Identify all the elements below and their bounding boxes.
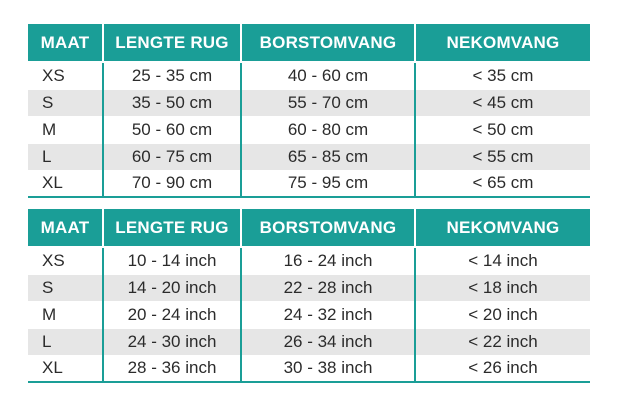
cell-back-length: 24 - 30 inch <box>103 328 241 355</box>
table-row <box>28 355 590 382</box>
cell-neck-girth: < 14 inch <box>415 247 590 274</box>
cell-neck-girth: < 20 inch <box>415 301 590 328</box>
table-row <box>28 170 590 197</box>
cell-chest-girth: 60 - 80 cm <box>241 116 415 143</box>
header-size: MAAT <box>28 24 103 62</box>
cell-back-length: 20 - 24 inch <box>103 301 241 328</box>
cell-size: XS <box>28 247 103 274</box>
header-chest-girth: BORSTOMVANG <box>241 24 415 62</box>
cell-chest-girth: 22 - 28 inch <box>241 274 415 301</box>
cell-neck-girth: < 18 inch <box>415 274 590 301</box>
cell-back-length: 35 - 50 cm <box>103 89 241 116</box>
cell-back-length: 60 - 75 cm <box>103 143 241 170</box>
cell-back-length: 28 - 36 inch <box>103 355 241 382</box>
table-row <box>28 274 590 301</box>
table-row <box>28 143 590 170</box>
cell-back-length: 70 - 90 cm <box>103 170 241 197</box>
cell-neck-girth: < 45 cm <box>415 89 590 116</box>
table-row <box>28 89 590 116</box>
cell-chest-girth: 65 - 85 cm <box>241 143 415 170</box>
header-row <box>28 209 590 247</box>
cell-neck-girth: < 35 cm <box>415 62 590 89</box>
cell-size: XS <box>28 62 103 89</box>
header-chest-girth: BORSTOMVANG <box>241 209 415 247</box>
cell-back-length: 50 - 60 cm <box>103 116 241 143</box>
cell-chest-girth: 24 - 32 inch <box>241 301 415 328</box>
cell-size: L <box>28 143 103 170</box>
header-size: MAAT <box>28 209 103 247</box>
cell-chest-girth: 40 - 60 cm <box>241 62 415 89</box>
cell-chest-girth: 55 - 70 cm <box>241 89 415 116</box>
cell-size: M <box>28 301 103 328</box>
header-neck-girth: NEKOMVANG <box>415 209 590 247</box>
cell-back-length: 14 - 20 inch <box>103 274 241 301</box>
size-table-inch <box>28 209 590 383</box>
cell-size: S <box>28 89 103 116</box>
cell-neck-girth: < 65 cm <box>415 170 590 197</box>
table-row <box>28 247 590 274</box>
cell-chest-girth: 30 - 38 inch <box>241 355 415 382</box>
cell-back-length: 25 - 35 cm <box>103 62 241 89</box>
cell-size: S <box>28 274 103 301</box>
cell-size: XL <box>28 355 103 382</box>
cell-back-length: 10 - 14 inch <box>103 247 241 274</box>
cell-neck-girth: < 22 inch <box>415 328 590 355</box>
header-neck-girth: NEKOMVANG <box>415 24 590 62</box>
table-row <box>28 301 590 328</box>
cell-size: M <box>28 116 103 143</box>
header-back-length: LENGTE RUG <box>103 24 241 62</box>
cell-size: XL <box>28 170 103 197</box>
header-back-length: LENGTE RUG <box>103 209 241 247</box>
table-row <box>28 328 590 355</box>
cell-chest-girth: 75 - 95 cm <box>241 170 415 197</box>
cell-neck-girth: < 55 cm <box>415 143 590 170</box>
table-row <box>28 62 590 89</box>
header-row <box>28 24 590 62</box>
cell-size: L <box>28 328 103 355</box>
cell-chest-girth: 16 - 24 inch <box>241 247 415 274</box>
cell-neck-girth: < 50 cm <box>415 116 590 143</box>
cell-chest-girth: 26 - 34 inch <box>241 328 415 355</box>
cell-neck-girth: < 26 inch <box>415 355 590 382</box>
size-table-cm <box>28 24 590 198</box>
table-row <box>28 116 590 143</box>
